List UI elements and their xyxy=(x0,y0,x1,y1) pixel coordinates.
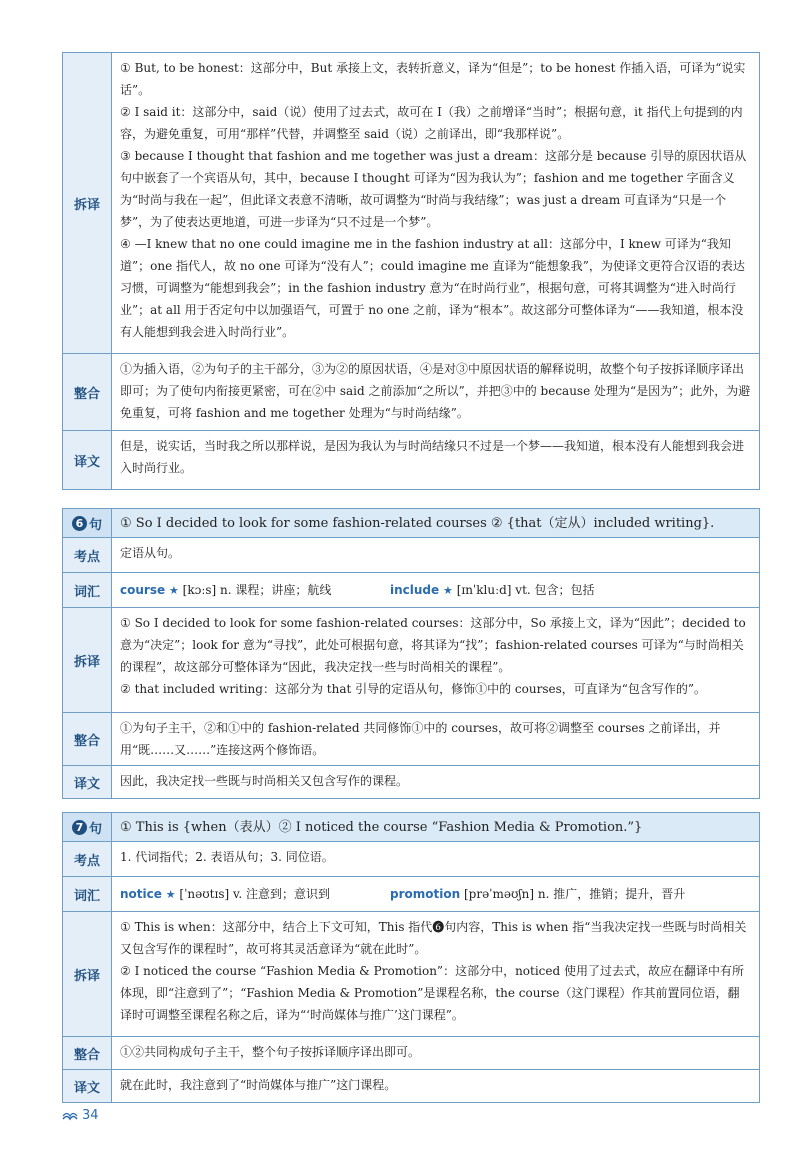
kaodian-row xyxy=(63,537,759,572)
cihui-label: 词汇 xyxy=(63,573,112,607)
zhenghe-text: ①为句子主干，②和①中的 fashion-related 共同修饰①中的 courses，故可将②调整至 courses 之前译出，并用“既……又……”连接这两个修饰语。 xyxy=(120,721,721,757)
vocab-definition: [prəˈməʊʃn] n. 推广，推销；提升，晋升 xyxy=(463,886,686,901)
star-icon: ★ xyxy=(168,583,179,597)
sentence-header-row xyxy=(63,813,759,841)
sentence-text: ① This is {when（表从）② I noticed the course “Fashion Media & Promotion.”} xyxy=(120,820,643,835)
page-footer xyxy=(62,1108,99,1123)
sentence-number-badge: 7 xyxy=(72,820,87,835)
vocab-definition: [kɔːs] n. 课程；讲座；航线 xyxy=(182,582,332,597)
vocab-word: include xyxy=(390,582,440,597)
book-icon xyxy=(62,1111,78,1121)
sentence-ju-label: 句 xyxy=(88,517,102,533)
zhenghe-row xyxy=(63,712,759,765)
zhenghe-text: ①②共同构成句子主干，整个句子按拆译顺序译出即可。 xyxy=(120,1045,421,1059)
zhenghe-label: 整合 xyxy=(63,1037,112,1069)
yiwen-label: 译文 xyxy=(63,1070,112,1102)
kaodian-text: 定语从句。 xyxy=(120,546,181,560)
sentence-header-row xyxy=(63,509,759,537)
yiwen-text: 因此，我决定找一些既与时尚相关又包含写作的课程。 xyxy=(120,774,409,788)
vocab-definition: [ɪnˈkluːd] vt. 包含；包括 xyxy=(456,582,595,597)
yiwen-row xyxy=(63,1069,759,1102)
sentence-number-badge: 6 xyxy=(72,516,87,531)
chaiyi-row xyxy=(63,53,759,353)
sentence-ju-label: 句 xyxy=(88,821,102,837)
zhenghe-text: ①为插入语，②为句子的主干部分，③为②的原因状语，④是对③中原因状语的解释说明，故整个句子按拆译顺序译出即可；为了使句内衔接更紧密，可在②中 said 之前添加“之所以”，并把③中的 because 处理为“是因为”；此外，为避免重复，可将 fashion and me together 处理为“与时尚结缘”。 xyxy=(120,362,751,420)
zhenghe-row xyxy=(63,353,759,430)
chaiyi-label: 拆译 xyxy=(63,53,112,353)
section-sentence-6-analysis xyxy=(62,508,760,799)
chaiyi-item: ② that included writing：这部分为 that 引导的定语从句，修饰①中的 courses，可直译为“包含写作的”。 xyxy=(120,682,707,696)
sentence-text: ① So I decided to look for some fashion-related courses ② {that（定从）included writing}. xyxy=(120,516,715,531)
cihui-label: 词汇 xyxy=(63,877,112,911)
yiwen-text: 但是，说实话，当时我之所以那样说，是因为我认为与时尚结缘只不过是一个梦——我知道，根本没有人能想到我会进入时尚行业。 xyxy=(120,439,745,475)
star-icon: ★ xyxy=(442,583,453,597)
zhenghe-row xyxy=(63,1036,759,1069)
chaiyi-item: ③ because I thought that fashion and me together was just a dream：这部分是 because 引导的原因状语从句中嵌套了一个宾语从句，其中，because I thought 可译为“因为我认为”；fashion and me together 字面含义为“时尚与我在一起”，但此译文表意不清晰，故可调整为“时尚与我结缘”；was just a dream 可直译为“只是一个梦”，为了使表达更地道，可进一步译为“只不过是一个梦”。 xyxy=(120,149,747,229)
cihui-row xyxy=(63,572,759,607)
chaiyi-item: ② I said it：这部分中，said（说）使用了过去式，故可在 I（我）之前增译“当时”；根据句意，it 指代上句提到的内容，为避免重复，可用“那样”代替，并调整至 said（说）之前译出，即“我那样说”。 xyxy=(120,105,743,141)
kaodian-row xyxy=(63,841,759,876)
yiwen-label: 译文 xyxy=(63,431,112,489)
section-sentence-5-analysis xyxy=(62,52,760,490)
chaiyi-label: 拆译 xyxy=(63,912,112,1036)
zhenghe-label: 整合 xyxy=(63,713,112,765)
chaiyi-row xyxy=(63,911,759,1036)
yiwen-text: 就在此时，我注意到了“时尚媒体与推广”这门课程。 xyxy=(120,1078,397,1092)
chaiyi-item: ① So I decided to look for some fashion-related courses：这部分中，So 承接上文，译为“因此”；decided to 意为“决定”；look for 意为“寻找”，此处可根据句意，将其译为“找”；fashion-related courses 可译为“与时尚相关的课程”，故这部分可整体译为“因此，我决定找一些与时尚相关的课程”。 xyxy=(120,616,746,674)
yiwen-label: 译文 xyxy=(63,766,112,798)
page-number: 34 xyxy=(82,1108,99,1123)
cihui-row xyxy=(63,876,759,911)
kaodian-label: 考点 xyxy=(63,842,112,876)
chaiyi-item: ② I noticed the course “Fashion Media & Promotion”：这部分中，noticed 使用了过去式，故应在翻译中有所体现，即“注意到了”；“Fashion Media & Promotion”是课程名称，the course（这门课程）作其前置同位语，翻译时可调整至课程名称之后，译为“‘时尚媒体与推广’这门课程”。 xyxy=(120,964,744,1022)
star-icon: ★ xyxy=(165,887,176,901)
chaiyi-label: 拆译 xyxy=(63,608,112,712)
chaiyi-item: ④ —I knew that no one could imagine me in the fashion industry at all：这部分中，I knew 可译为“我知道”；one 指代人，故 no one 可译为“没有人”；could imagine me 直译为“能想象我”，为使译文更符合汉语的表达习惯，可调整为“能想到我会”；in the fashion industry 意为“在时尚行业”，根据句意，可将其调整为“进入时尚行业”；at all 用于否定句中以加强语气，可置于 no one 之前，译为“根本”。故这部分可整体译为“——我知道，根本没有人能想到我会进入时尚行业”。 xyxy=(120,237,745,339)
zhenghe-label: 整合 xyxy=(63,354,112,430)
vocab-word: promotion xyxy=(390,886,461,901)
vocab-word: notice xyxy=(120,886,162,901)
kaodian-label: 考点 xyxy=(63,538,112,572)
section-sentence-7-analysis xyxy=(62,812,760,1103)
yiwen-row xyxy=(63,765,759,798)
chaiyi-item: ① But, to be honest：这部分中，But 承接上文，表转折意义，译为“但是”；to be honest 作插入语，可译为“说实话”。 xyxy=(120,61,746,97)
vocab-word: course xyxy=(120,582,166,597)
yiwen-row xyxy=(63,430,759,489)
chaiyi-row xyxy=(63,607,759,712)
chaiyi-item: ① This is when：这部分中，结合上下文可知，This 指代❻句内容，This is when 指“当我决定找一些既与时尚相关又包含写作的课程时”，故可将其灵活意译为“就在此时”。 xyxy=(120,920,747,956)
vocab-definition: [ˈnəʊtɪs] v. 注意到；意识到 xyxy=(179,886,330,901)
kaodian-text: 1. 代词指代；2. 表语从句；3. 同位语。 xyxy=(120,850,334,864)
